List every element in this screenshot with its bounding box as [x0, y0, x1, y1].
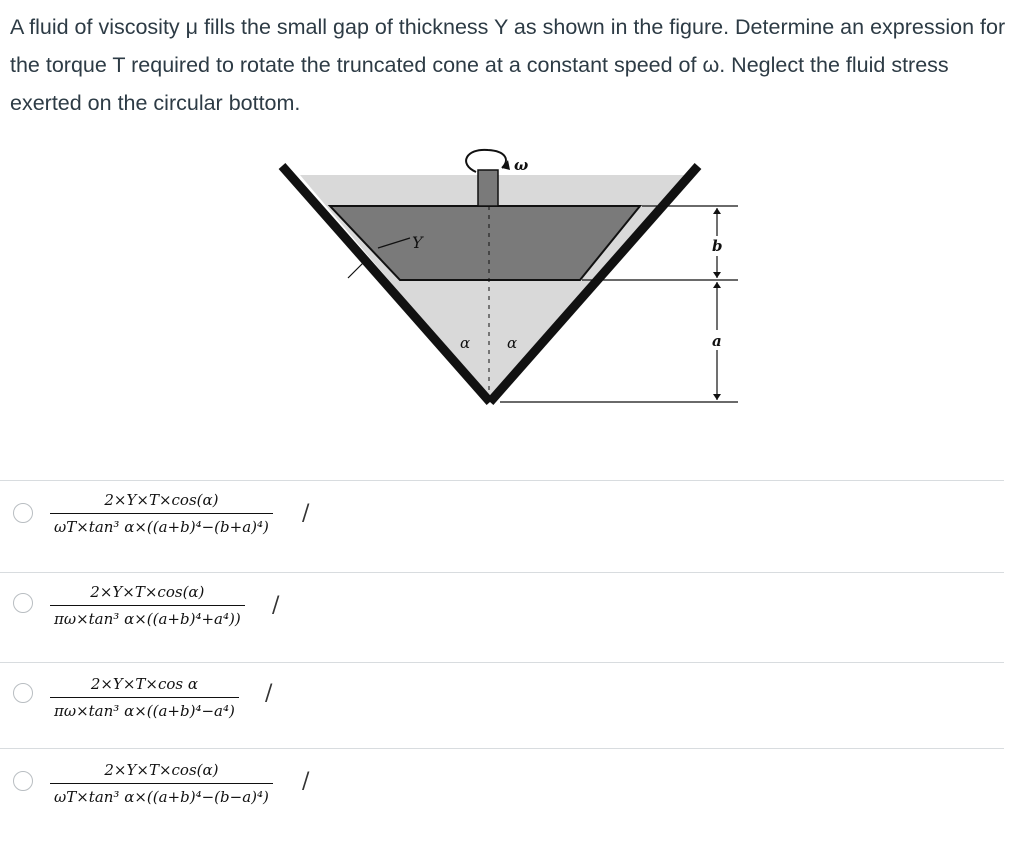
formula-trailing-slash: /	[302, 769, 310, 794]
answer-formula	[50, 675, 239, 720]
rotation-arrow-icon	[466, 150, 506, 172]
shaft	[478, 170, 498, 206]
formula-trailing-slash: /	[265, 681, 273, 706]
radio-button[interactable]	[13, 771, 33, 791]
dim-arrowhead-icon	[713, 272, 721, 278]
gap-label: Y	[412, 233, 423, 252]
answer-formula	[50, 491, 273, 536]
formula-numerator: 2×Y×T×cos α	[90, 675, 198, 693]
gap-arrow	[348, 262, 364, 278]
question-text: A fluid of viscosity μ fills the small gap of thickness Y as shown in the figure. Determine an expression for the torque T required to rotate the truncated cone at a constant speed of ω. Neglect the fluid stress exerted on the circular bottom.	[10, 15, 1006, 115]
dim-arrowhead-icon	[713, 394, 721, 400]
alpha-left-label: α	[460, 334, 471, 352]
answer-formula	[50, 583, 245, 628]
formula-numerator: 2×Y×T×cos(α)	[90, 583, 205, 601]
dim-arrowhead-icon	[713, 208, 721, 214]
formula-trailing-slash: /	[302, 501, 310, 526]
formula-denominator: πω×tan³ α×((a+b)⁴+a⁴))	[50, 605, 245, 628]
formula-denominator: ωT×tan³ α×((a+b)⁴−(b−a)⁴)	[50, 783, 273, 806]
answer-formula	[50, 761, 273, 806]
answer-option-3[interactable]	[0, 662, 1004, 749]
answer-option-4[interactable]	[0, 748, 1004, 849]
radio-button[interactable]	[13, 503, 33, 523]
answer-option-1[interactable]	[0, 480, 1004, 573]
dim-a-label: a	[712, 332, 722, 350]
dim-b-label: b	[712, 237, 723, 255]
dim-arrowhead-icon	[713, 282, 721, 288]
answer-option-2[interactable]	[0, 572, 1004, 663]
radio-button[interactable]	[13, 593, 33, 613]
formula-denominator: ωT×tan³ α×((a+b)⁴−(b+a)⁴)	[50, 513, 273, 536]
cone-figure	[270, 140, 740, 415]
formula-numerator: 2×Y×T×cos(α)	[104, 491, 219, 509]
formula-numerator: 2×Y×T×cos(α)	[104, 761, 219, 779]
formula-denominator: πω×tan³ α×((a+b)⁴−a⁴)	[50, 697, 239, 720]
alpha-right-label: α	[507, 334, 518, 352]
formula-trailing-slash: /	[272, 593, 280, 618]
radio-button[interactable]	[13, 683, 33, 703]
omega-label: ω	[514, 156, 529, 174]
